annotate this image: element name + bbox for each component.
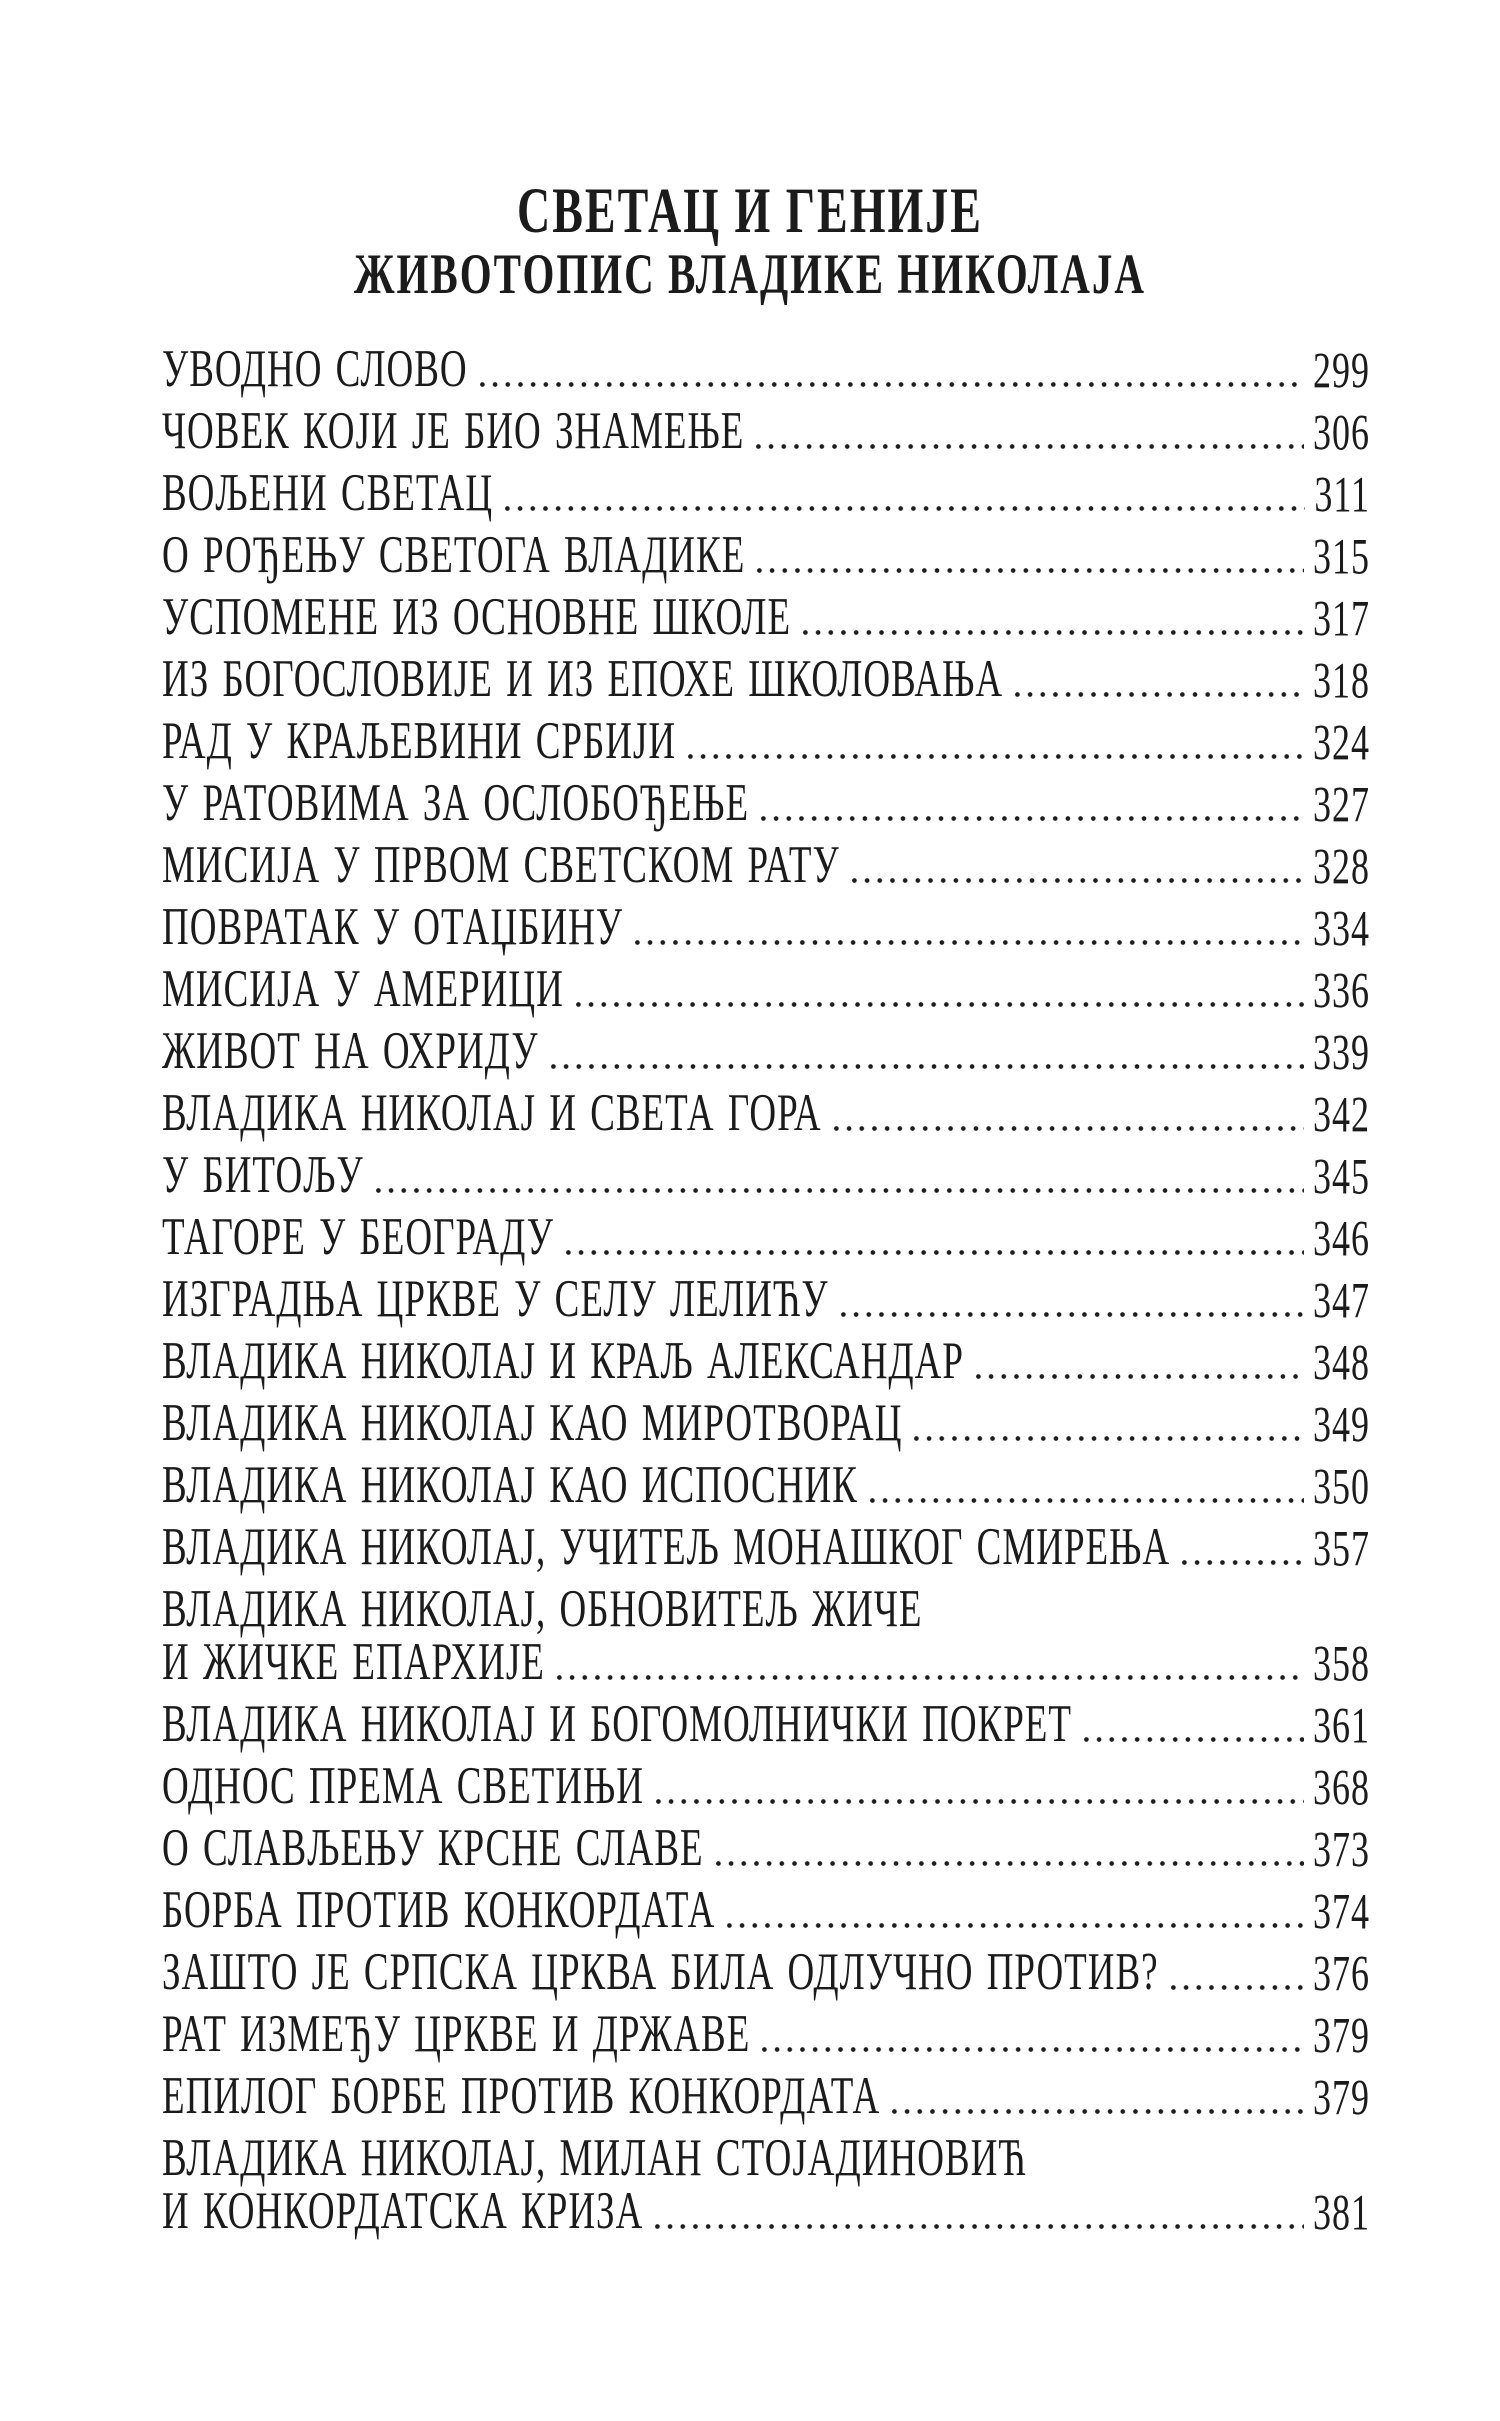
toc-entry-page-number: 345	[1313, 1148, 1370, 1205]
toc-entry	[162, 1512, 1370, 1577]
toc-entry-title: ВОЉЕНИ СВЕТАЦ	[162, 464, 494, 523]
toc-entry-title: УВОДНО СЛОВО	[162, 340, 468, 399]
toc-entry	[162, 520, 1370, 585]
toc-entry-page-number: 318	[1313, 652, 1370, 709]
toc-entry-title: ВЛАДИКА НИКОЛАЈ КАО ИСПОСНИК	[162, 1456, 858, 1515]
toc-entry-title: ИЗГРАДЊА ЦРКВЕ У СЕЛУ ЛЕЛИЋУ	[162, 1270, 829, 1329]
dotted-leader	[557, 1675, 1304, 1680]
toc-entry-title: ВЛАДИКА НИКОЛАЈ И КРАЉ АЛЕКСАНДАР	[162, 1332, 964, 1391]
toc-entry-page-number: 368	[1313, 1759, 1370, 1816]
toc-entry-page-number: 347	[1313, 1272, 1370, 1329]
toc-entry-title: ВЛАДИКА НИКОЛАЈ, МИЛАН СТОЈАДИНОВИЋ	[162, 2129, 1027, 2188]
toc-entry-title: ВЛАДИКА НИКОЛАЈ И БОГОМОЛНИЧКИ ПОКРЕТ	[162, 1695, 1073, 1754]
toc-entry	[162, 458, 1370, 523]
dotted-leader	[852, 878, 1304, 883]
toc-entry-title-continued: И ЖИЧКЕ ЕПАРХИЈЕ	[162, 1633, 545, 1692]
dotted-leader	[635, 940, 1304, 945]
dotted-leader	[803, 630, 1304, 635]
table-of-contents	[0, 334, 1500, 2241]
toc-entry	[162, 768, 1370, 833]
toc-entry	[162, 2123, 1370, 2188]
toc-entry	[162, 1751, 1370, 1816]
toc-entry-page-number: 358	[1313, 1635, 1370, 1692]
toc-entry	[162, 1574, 1370, 1639]
dotted-leader	[762, 2047, 1304, 2052]
toc-entry-title: УСПОМЕНЕ ИЗ ОСНОВНЕ ШКОЛЕ	[162, 588, 792, 647]
toc-entry	[162, 1078, 1370, 1143]
toc-entry-title: ЧОВЕК КОЈИ ЈЕ БИО ЗНАМЕЊЕ	[162, 402, 745, 461]
dotted-leader	[688, 754, 1304, 759]
toc-entry-title-continued: И КОНКОРДАТСКА КРИЗА	[162, 2182, 644, 2241]
dotted-leader	[1182, 1560, 1304, 1565]
toc-entry-page-number: 346	[1313, 1210, 1370, 1267]
dotted-leader	[841, 1312, 1304, 1317]
toc-entry	[162, 1937, 1370, 2002]
toc-entry-title: МИСИЈА У ПРВОМ СВЕТСКОМ РАТУ	[162, 836, 840, 895]
book-title: СВЕТАЦ И ГЕНИЈЕ	[517, 174, 983, 246]
dotted-leader	[870, 1498, 1304, 1503]
dotted-leader	[566, 1250, 1304, 1255]
toc-entry-title: ВЛАДИКА НИКОЛАЈ И СВЕТА ГОРА	[162, 1084, 822, 1143]
toc-entry	[162, 2061, 1370, 2126]
dotted-leader	[892, 2109, 1304, 2114]
toc-entry-title: РАД У КРАЉЕВИНИ СРБИЈИ	[162, 712, 677, 771]
dotted-leader	[1171, 1985, 1304, 1990]
toc-entry	[162, 396, 1370, 461]
toc-entry-title: У БИТОЉУ	[162, 1146, 364, 1205]
toc-entry-title: У РАТОВИМА ЗА ОСЛОБОЂЕЊЕ	[162, 774, 750, 833]
toc-entry-title: ИЗ БОГОСЛОВИЈЕ И ИЗ ЕПОХЕ ШКОЛОВАЊА	[162, 650, 1004, 709]
toc-entry	[162, 1264, 1370, 1329]
chapter-heading	[0, 0, 1500, 314]
toc-entry	[162, 954, 1370, 1019]
toc-entry-title: О СЛАВЉЕЊУ КРСНЕ СЛАВЕ	[162, 1819, 704, 1878]
toc-entry-page-number: 311	[1314, 466, 1370, 523]
toc-entry-page-number: 373	[1313, 1821, 1370, 1878]
toc-entry-page-number: 317	[1313, 590, 1370, 647]
book-subtitle: ЖИВОТОПИС ВЛАДИКЕ НИКОЛАЈА	[354, 241, 1146, 306]
toc-entry	[162, 582, 1370, 647]
toc-entry-title: ВЛАДИКА НИКОЛАЈ КАО МИРОТВОРАЦ	[162, 1394, 903, 1453]
dotted-leader	[834, 1126, 1304, 1131]
toc-entry-page-number: 336	[1313, 962, 1370, 1019]
dotted-leader	[656, 1799, 1304, 1804]
dotted-leader	[761, 816, 1304, 821]
toc-entry	[162, 1813, 1370, 1878]
toc-entry-page-number: 348	[1313, 1334, 1370, 1391]
toc-entry-page-number: 361	[1313, 1697, 1370, 1754]
toc-entry-page-number: 339	[1313, 1024, 1370, 1081]
toc-entry-page-number: 379	[1313, 2069, 1370, 2126]
toc-entry-page-number: 379	[1313, 2007, 1370, 2064]
dotted-leader	[505, 506, 1305, 511]
toc-entry-page-number: 342	[1313, 1086, 1370, 1143]
dotted-leader	[1015, 692, 1304, 697]
toc-entry-title: ТАГОРЕ У БЕОГРАДУ	[162, 1208, 554, 1267]
toc-entry-title: РАТ ИЗМЕЂУ ЦРКВЕ И ДРЖАВЕ	[162, 2005, 751, 2064]
dotted-leader	[376, 1188, 1304, 1193]
toc-entry	[162, 1999, 1370, 2064]
toc-entry-title: ЕПИЛОГ БОРБЕ ПРОТИВ КОНКОРДАТА	[162, 2067, 881, 2126]
toc-entry	[162, 892, 1370, 957]
dotted-leader	[716, 1861, 1304, 1866]
toc-entry	[162, 1450, 1370, 1515]
toc-entry-page-number: 324	[1313, 714, 1370, 771]
dotted-leader	[914, 1436, 1304, 1441]
toc-entry-page-number: 349	[1313, 1396, 1370, 1453]
toc-entry-page-number: 357	[1313, 1520, 1370, 1577]
toc-entry	[162, 706, 1370, 771]
toc-entry-page-number: 328	[1313, 838, 1370, 895]
toc-entry-title: БОРБА ПРОТИВ КОНКОРДАТА	[162, 1881, 716, 1940]
dotted-leader	[976, 1374, 1304, 1379]
toc-entry-page-number: 374	[1313, 1883, 1370, 1940]
dotted-leader	[655, 2224, 1304, 2229]
dotted-leader	[757, 568, 1304, 573]
toc-entry-page-number: 381	[1313, 2184, 1370, 2241]
toc-entry	[162, 1140, 1370, 1205]
toc-entry-title: ОДНОС ПРЕМА СВЕТИЊИ	[162, 1757, 644, 1816]
toc-entry-title: ВЛАДИКА НИКОЛАЈ, ОБНОВИТЕЉ ЖИЧЕ	[162, 1580, 923, 1639]
toc-entry	[162, 1016, 1370, 1081]
toc-entry	[162, 1388, 1370, 1453]
toc-entry-title: ЖИВОТ НА ОХРИДУ	[162, 1022, 539, 1081]
toc-entry-page-number: 315	[1313, 528, 1370, 585]
toc-entry-page-number: 350	[1313, 1458, 1370, 1515]
toc-entry-title: ЗАШТО ЈЕ СРПСКА ЦРКВА БИЛА ОДЛУЧНО ПРОТИВ?	[162, 1943, 1159, 2002]
toc-entry-title: МИСИЈА У АМЕРИЦИ	[162, 960, 564, 1019]
dotted-leader	[1084, 1737, 1304, 1742]
toc-entry-page-number: 306	[1313, 404, 1370, 461]
dotted-leader	[756, 444, 1304, 449]
toc-entry	[162, 1689, 1370, 1754]
toc-entry-line2	[162, 1633, 1370, 1692]
toc-entry-page-number: 334	[1313, 900, 1370, 957]
dotted-leader	[576, 1002, 1304, 1007]
toc-entry	[162, 1326, 1370, 1391]
toc-entry-line2	[162, 2182, 1370, 2241]
toc-entry	[162, 644, 1370, 709]
toc-entry-page-number: 299	[1313, 342, 1370, 399]
dotted-leader	[551, 1064, 1304, 1069]
toc-entry	[162, 1202, 1370, 1267]
toc-entry-title: О РОЂЕЊУ СВЕТОГА ВЛАДИКЕ	[162, 526, 746, 585]
toc-entry-page-number: 376	[1313, 1945, 1370, 2002]
toc-entry-title: ВЛАДИКА НИКОЛАЈ, УЧИТЕЉ МОНАШКОГ СМИРЕЊА	[162, 1518, 1171, 1577]
toc-entry	[162, 830, 1370, 895]
toc-entry-page-number: 327	[1313, 776, 1370, 833]
toc-entry	[162, 1875, 1370, 1940]
dotted-leader	[480, 382, 1304, 387]
dotted-leader	[727, 1923, 1304, 1928]
toc-entry-title: ПОВРАТАК У ОТАЏБИНУ	[162, 898, 624, 957]
toc-entry	[162, 334, 1370, 399]
